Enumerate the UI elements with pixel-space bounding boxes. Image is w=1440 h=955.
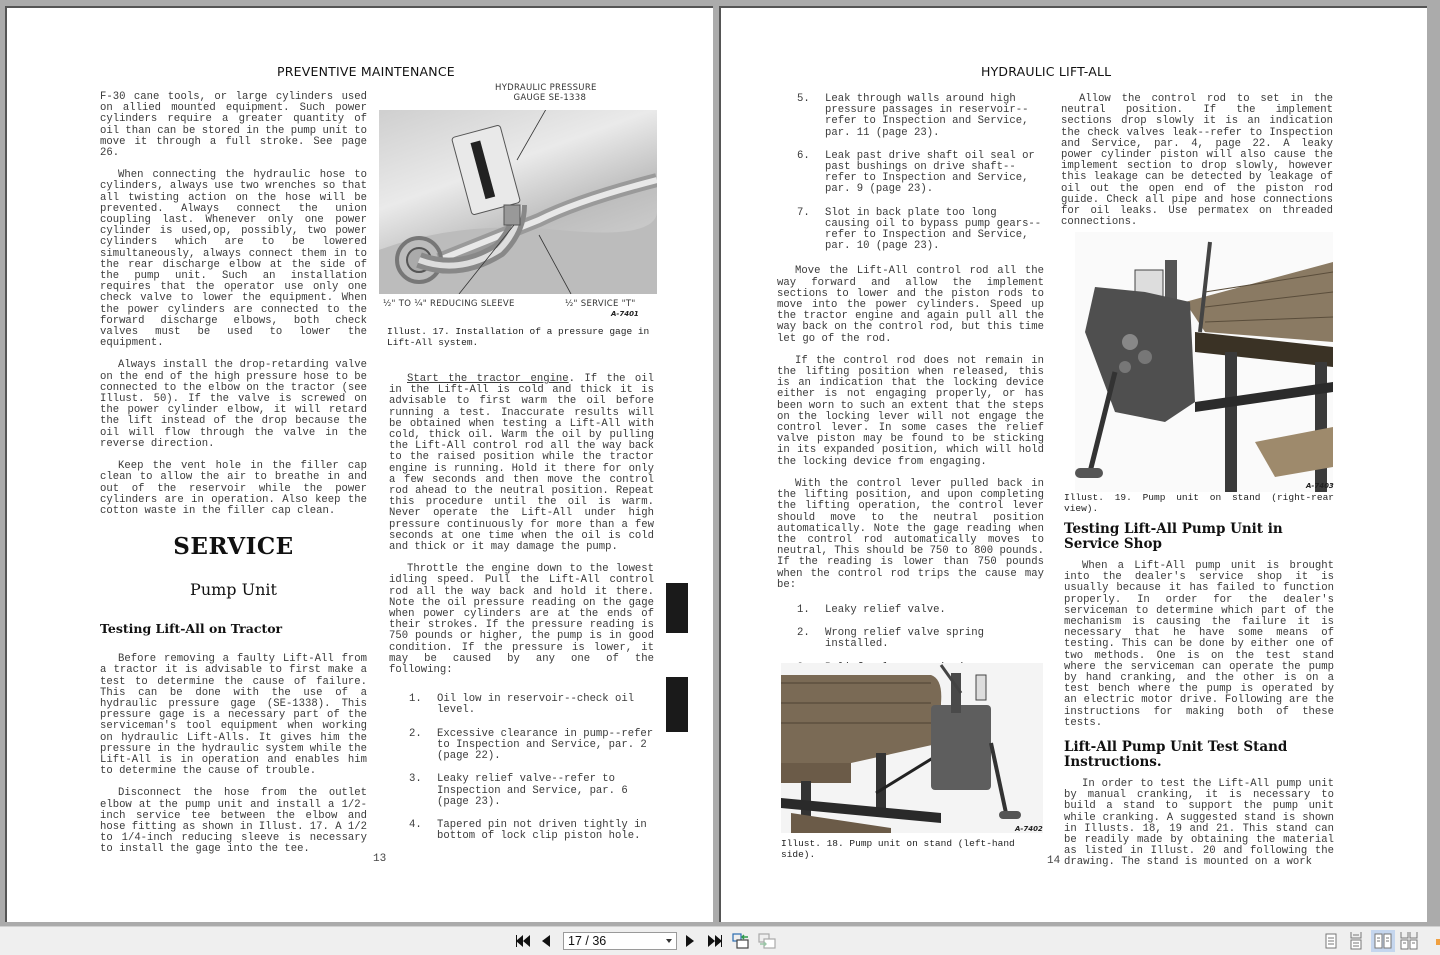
figure-code: A-7403	[1306, 482, 1334, 490]
page-number-value: 17 / 36	[568, 934, 607, 948]
pump-stand-photo	[781, 663, 1043, 833]
paragraph: Always install the drop-retarding valve on the end of the high pressure hose to be connected to the elbow on the tractor (see Illust. 50). If the valve is screwed on the power cylinder elbow, it will retard the lift instead of the drop because the oil will flow through the valve in the reverse direction.	[100, 359, 368, 450]
first-page-icon	[516, 935, 530, 947]
illustration-17-pressure-gauge	[379, 110, 657, 294]
paragraph: F-30 cane tools, or large cylinders used on allied mounted equipment. Such power cylinders require a greater quantity of oil than can be stored in the pump unit to move it through a full stroke. See page 26.	[100, 91, 368, 160]
view-facing-button[interactable]	[1371, 930, 1395, 952]
figure-caption: Illust. 18. Pump unit on stand (left-hand side).	[781, 838, 1015, 860]
left-page-column-1	[100, 92, 367, 867]
continuous-facing-icon	[1400, 932, 1418, 950]
figure-code: A-7402	[1015, 825, 1043, 833]
paragraph: Before removing a faulty Lift-All from a tractor it is advisable to first make a test to determine the cause of failure. This can be done with the use of a hydraulic pressure gage (SE-1338). This pressure gage is a necessary part of the serviceman's tool equipment when working on hydraulic Lift-Alls. It gives him the pressure in the hydraulic system while the Lift-All is in operation and enables him to determine the cause of trouble.	[100, 653, 368, 778]
document-page-14	[719, 6, 1427, 922]
paragraph: Allow the control rod to set in the neutral position. If the implement sections drop slowly it is an indication the check valves leak--refer to Inspection and Service, par. 4, page 22. A leaky power cylinder piston will also cause the implement section to drop slowly, however this leakage can be detected by leakage of oil out the open end of the piston rod guide. Check all pipe and hose connections for oil leaks. Use permatex on threaded connections.	[1061, 93, 1333, 229]
illustration-19-pump-on-stand-right-rear	[1075, 232, 1333, 492]
view-continuous-button[interactable]	[1344, 930, 1368, 952]
subsection-heading-service-shop: Testing Lift-All Pump Unit in Service Shop	[1064, 521, 1283, 552]
right-page-column-1	[777, 94, 1044, 686]
gauge-photo	[379, 110, 657, 294]
list-item: 5. Leak through walls around high pressure passages in reservoir--refer to Inspection and Service, par. 11 (page 23).	[797, 93, 1029, 139]
paragraph: If the control rod does not remain in the lifting position when released, this is an indication that the locking device either is not engaging properly, or has been worn to such an extent that the steps on the locking lever will not engage the control lever. In some cases the relief valve piston may be found to be sticking in its expanded position, which will hold the locking device from engaging.	[777, 354, 1045, 468]
list-item: 1. Oil low in reservoir--check oil level.	[409, 693, 635, 717]
thumb-index-tab	[666, 677, 688, 732]
last-page-icon	[708, 935, 722, 947]
list-item: 2. Wrong relief valve spring installed.	[797, 627, 984, 651]
document-page-13	[5, 6, 713, 922]
thumb-index-tab	[666, 583, 688, 633]
figure-label-tee: ½" SERVICE "T"	[565, 299, 636, 309]
pump-stand-photo	[1075, 232, 1333, 492]
paragraph: Throttle the engine down to the lowest idling speed. Pull the Lift-All control rod all the way back and hold it there. Note the oil pressure reading on the gage when power cylinders are at the ends of their strokes. If the pressure reading is 750 pounds or higher, the pump is in good condition. If the pressure is lower, it may be caused by any one of the following:	[389, 563, 654, 677]
resize-grip[interactable]	[1436, 939, 1440, 945]
view-continuous-facing-button[interactable]	[1397, 930, 1421, 952]
paragraph: Move the Lift-All control rod all the way forward and allow the implement sections to lower and the piston rods to move into the power cylinders. Speed up the tractor engine and again pull all the way back on the control rod, but this time let go of the rod.	[777, 265, 1045, 345]
right-page-column-2-lower	[1064, 492, 1334, 880]
previous-view-button[interactable]	[732, 933, 750, 949]
previous-page-button[interactable]	[540, 933, 552, 949]
subsection-heading-test-stand: Lift-All Pump Unit Test Stand Instructions.	[1064, 739, 1288, 771]
figure-caption: Illust. 19. Pump unit on stand (right-rear view).	[1064, 492, 1334, 514]
running-head: HYDRAULIC LIFT-ALL	[981, 64, 1112, 79]
next-view-button[interactable]	[758, 933, 776, 949]
continuous-page-icon	[1350, 932, 1362, 950]
list-item: 1. Leaky relief valve.	[797, 603, 946, 616]
first-page-button[interactable]	[515, 933, 531, 949]
paragraph: Start the tractor engine. If the oil in the Lift-All is cold and thick it is advisable to first warm the oil before running a test. Inaccurate results will be obtained when testing a Lift-All with cold, thick oil. Warm the oil by pulling the Lift-All control rod all the way back to the raised position while the tractor engine is running. Hold it there for only a few seconds and then move the control rod ahead to the neutral position. Repeat this procedure until the oil is warm. Never operate the Lift-All under high pressure continuously for more than a few seconds at one time when the oil is cold and thick or it may damage the pump.	[389, 373, 654, 554]
left-page-column-2	[389, 374, 654, 854]
figure-label-sleeve: ½" TO ¼" REDUCING SLEEVE	[383, 299, 515, 309]
previous-page-icon	[542, 935, 550, 947]
subsection-heading-testing: Testing Lift-All on Tractor	[100, 621, 283, 637]
illustration-18-pump-on-stand-left	[781, 663, 1043, 833]
cause-list-continued	[797, 94, 1044, 252]
page-number-select[interactable]	[563, 932, 677, 950]
page-number: 13	[373, 853, 387, 865]
section-heading-service: SERVICE	[173, 533, 294, 561]
paragraph: In order to test the Lift-All pump unit by manual cranking, it is necessary to build a stand to support the pump unit while cranking. A suggested stand is shown in Illusts. 18, 19 and 21. This stand can be readily made by obtaining the material as listed in Illust. 20 and following the drawing. The stand is mounted on a work	[1064, 778, 1334, 869]
paragraph: When a Lift-All pump unit is brought into the dealer's service shop it is usually because it has failed to function properly. In order for the dealer's serviceman to determine which part of the mechanism is causing the failure it is necessary that he have some means of testing. This can be done by either one of two methods. One is on the test stand where the serviceman can operate the pump by hand cranking, and the other is on a test bench where the pump is operated by an electric motor drive. Following are the instructions for making both of these tests.	[1064, 560, 1334, 729]
facing-pages-icon	[1374, 933, 1392, 949]
list-item: 4. Tapered pin not driven tightly in bottom of lock clip piston hole.	[409, 818, 647, 843]
single-page-icon	[1325, 933, 1337, 949]
paragraph: When connecting the hydraulic hose to cylinders, always use two wrenches so that all twisting action on the hose will be prevented. Always connect the union coupling last. Whenever only one power cylinder is used,op, possibly, two power cylinders which are to be lowered simultaneously, always connect them in to the rear discharge elbow at the side of the pump unit. Such an installation requires that the operator use only one check valve to lower the equipment. When the power cylinders are connected to the forward discharge elbows, both check valves must be used to lower the equipment.	[100, 169, 368, 350]
figure-caption: Illust. 17. Installation of a pressure gage in Lift-All system.	[387, 326, 650, 348]
figure-code: A-7401	[611, 310, 639, 318]
running-head: PREVENTIVE MAINTENANCE	[277, 64, 455, 79]
list-item: 6. Leak past drive shaft oil seal or past bushings on drive shaft--refer to Inspection and Service, par. 9 (page 23).	[797, 149, 1035, 196]
paragraph: With the control lever pulled back in the lifting position, and upon completing the lifting operation, the control lever should move to the neutral position automatically. Note the gage reading when the control rod automatically moves to neutral, This should be 750 to 800 pounds. If the reading is lower than 750 pounds when the control rod trips the cause may be:	[777, 477, 1045, 591]
list-item: 3. Leaky relief valve--refer to Inspection and Service, par. 6 (page 23).	[409, 773, 628, 808]
previous-view-icon	[732, 933, 750, 949]
underlined-instruction: Start the tractor engine	[407, 373, 569, 385]
view-single-page-button[interactable]	[1319, 930, 1343, 952]
subsection-heading-pump-unit: Pump Unit	[190, 580, 277, 600]
right-page-column-2	[1061, 94, 1333, 239]
viewer-toolbar	[0, 926, 1440, 955]
last-page-button[interactable]	[707, 933, 723, 949]
figure-label-gauge: HYDRAULIC PRESSURE GAUGE SE-1338	[495, 83, 597, 103]
page-number: 14	[1047, 855, 1061, 867]
next-page-icon	[686, 935, 694, 947]
list-item: 2. Excessive clearance in pump--refer to Inspection and Service, par. 2 (page 22).	[409, 727, 654, 763]
next-view-icon	[758, 933, 776, 949]
cause-list	[409, 694, 654, 842]
paragraph: Keep the vent hole in the filler cap clean to allow the air to breathe in and out of the reservoir while the power cylinders are in operation. Also keep the cotton waste in the filler cap clean.	[100, 460, 367, 517]
paragraph: Disconnect the hose from the outlet elbow at the pump unit and install a 1/2-inch service tee between the elbow and hose fitting as shown in Illust. 17. A 1/2 to 1/4-inch reducing sleeve is necessary to install the gage into the tee.	[100, 787, 368, 856]
next-page-button[interactable]	[684, 933, 696, 949]
chevron-down-icon[interactable]	[666, 939, 672, 943]
list-item: 7. Slot in back plate too long causing oil to bypass pump gears--refer to Inspection and Service, par. 10 (page 23).	[797, 206, 1042, 253]
